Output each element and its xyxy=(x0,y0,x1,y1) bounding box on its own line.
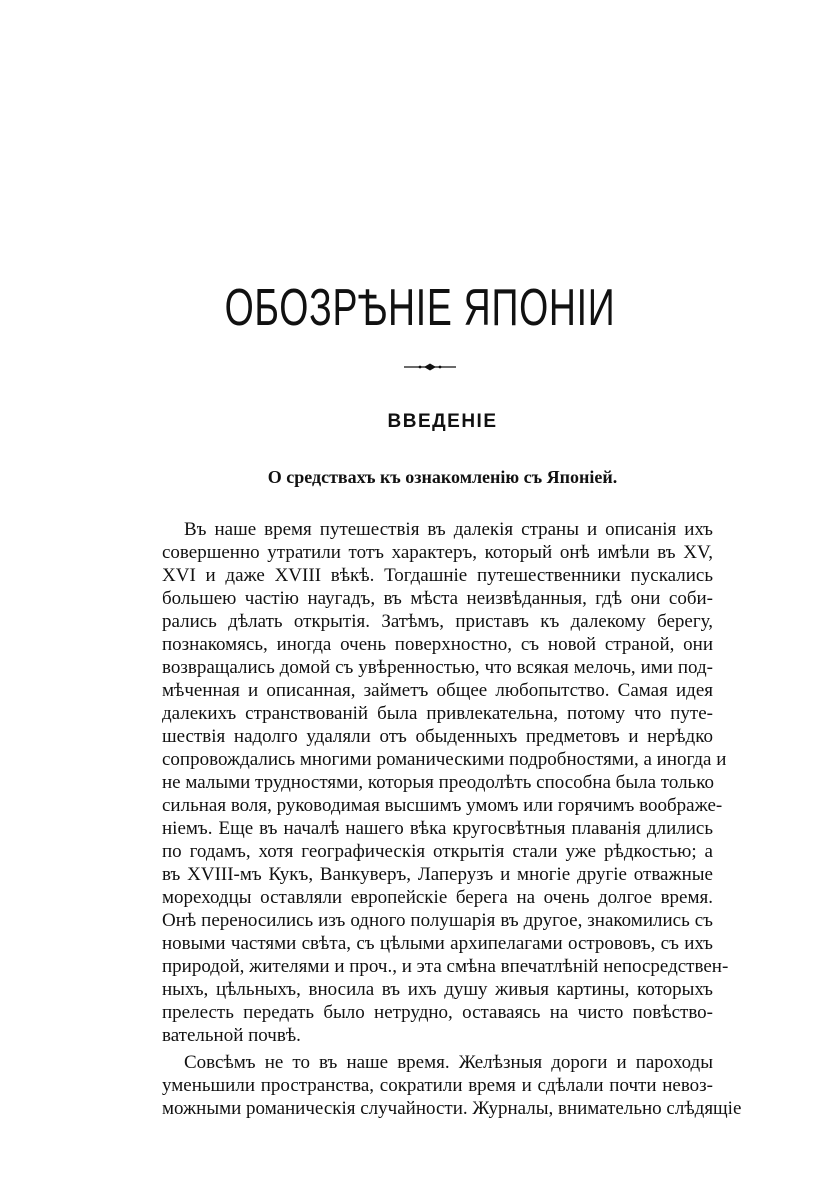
text-line: не малыми трудностями, которыя преодолѣть способна была только xyxy=(162,772,714,793)
paragraph-1 xyxy=(162,518,729,1047)
text-line: рались дѣлать открытія. Затѣмъ, приставъ къ далекому берегу, xyxy=(162,611,713,632)
text-line: возвращались домой съ увѣренностью, что всякая мелочь, ими под- xyxy=(162,657,713,678)
text-line: по годамъ, хотя географическія открытія стали уже рѣдкостью; а xyxy=(162,841,713,862)
text-line: далекихъ странствованій была привлекательна, потому что путе- xyxy=(162,703,713,724)
ornament-divider-icon xyxy=(404,362,456,372)
text-line: въ XVIII-мъ Кукъ, Ванкуверъ, Лаперузъ и многіе другіе отважные xyxy=(162,864,713,885)
text-line: вательной почвѣ. xyxy=(162,1025,301,1046)
text-line: можными романическія случайности. Журналы, внимательно слѣдящіе xyxy=(162,1098,742,1119)
body-text xyxy=(162,518,742,1120)
text-line: шествія надолго удаляли отъ обыденныхъ предметовъ и нерѣдко xyxy=(162,726,713,747)
text-line: совершенно утратили тотъ характеръ, который онѣ имѣли въ XV, xyxy=(162,542,713,563)
section-subtitle: ВВЕДЕНІЕ xyxy=(387,411,498,432)
page-title: ОБОЗРѢНІЕ ЯПОНІИ xyxy=(224,279,616,337)
paragraph-2 xyxy=(162,1051,742,1120)
text-line: Въ наше время путешествія въ далекія страны и описанія ихъ xyxy=(184,519,713,540)
text-line: прелесть передать было нетрудно, оставаясь на чисто повѣство- xyxy=(162,1002,713,1023)
text-line: природой, жителями и проч., и эта смѣна впечатлѣній непосредствен- xyxy=(162,956,729,977)
text-line: мѣченная и описанная, займетъ общее любопытство. Самая идея xyxy=(162,680,713,701)
text-line: Онѣ переносились изъ одного полушарія въ другое, знакомились съ xyxy=(162,910,713,931)
text-line: XVI и даже XVIII вѣкѣ. Тогдашніе путешественники пускались xyxy=(162,565,713,586)
text-line: большею частію наугадъ, въ мѣста неизвѣданныя, гдѣ они соби- xyxy=(162,588,713,609)
text-line: сопровождались многими романическими подробностями, а иногда и xyxy=(162,749,727,770)
section-heading: О средствахъ къ ознакомленію съ Японіей. xyxy=(267,467,618,487)
text-line: мореходцы оставляли европейскіе берега на очень долгое время. xyxy=(162,887,713,908)
text-line: Совсѣмъ не то въ наше время. Желѣзныя дороги и пароходы xyxy=(184,1052,713,1073)
text-line: сильная воля, руководимая высшимъ умомъ или горячимъ воображе- xyxy=(162,795,723,816)
text-line: познакомясь, иногда очень поверхностно, съ новой страной, они xyxy=(162,634,713,655)
text-line: ныхъ, цѣльныхъ, вносила въ ихъ душу живыя картины, которыхъ xyxy=(162,979,713,1000)
text-line: ніемъ. Еще въ началѣ нашего вѣка кругосвѣтныя плаванія длились xyxy=(162,818,713,839)
text-line: новыми частями свѣта, съ цѣлыми архипелагами острововъ, съ ихъ xyxy=(162,933,713,954)
text-line: уменьшили пространства, сократили время и сдѣлали почти невоз- xyxy=(162,1075,713,1096)
